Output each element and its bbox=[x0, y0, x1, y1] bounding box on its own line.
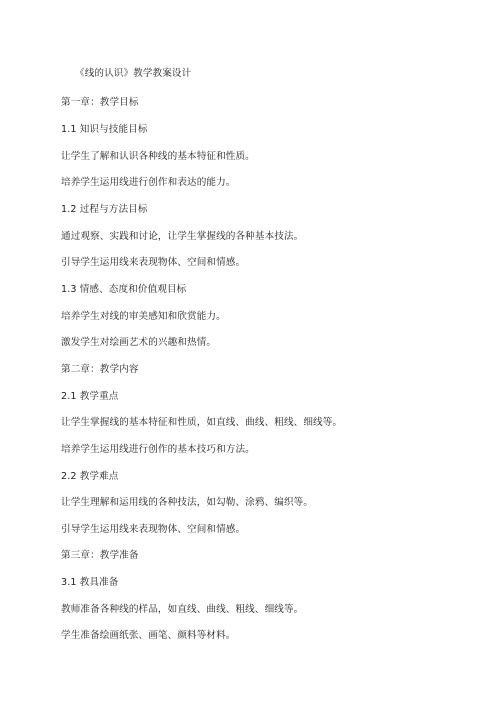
body-text: 让学生了解和认识各种线的基本特征和性质。 bbox=[61, 151, 255, 162]
chapter-heading: 第二章：教学内容 bbox=[61, 364, 139, 375]
body-text: 引导学生运用线来表现物体、空间和情感。 bbox=[61, 257, 246, 268]
section-heading: 3.1 教具准备 bbox=[61, 577, 119, 588]
section-heading: 1.3 情感、态度和价值观目标 bbox=[61, 284, 187, 295]
body-text: 激发学生对绘画艺术的兴趣和热情。 bbox=[61, 337, 217, 348]
section-heading: 1.2 过程与方法目标 bbox=[61, 204, 148, 215]
body-text: 通过观察、实践和讨论，让学生掌握线的各种基本技法。 bbox=[61, 231, 304, 242]
body-text: 培养学生运用线进行创作和表达的能力。 bbox=[61, 177, 236, 188]
body-text: 教师准备各种线的样品，如直线、曲线、粗线、细线等。 bbox=[61, 604, 304, 615]
chapter-heading: 第三章：教学准备 bbox=[61, 550, 139, 561]
body-text: 让学生掌握线的基本特征和性质，如直线、曲线、粗线、细线等。 bbox=[61, 417, 343, 428]
chapter-heading: 第一章：教学目标 bbox=[61, 97, 139, 108]
body-text: 让学生理解和运用线的各种技法，如勾勒、涂鸦、编织等。 bbox=[61, 497, 314, 508]
body-text: 培养学生运用线进行创作的基本技巧和方法。 bbox=[61, 444, 255, 455]
section-heading: 1.1 知识与技能目标 bbox=[61, 124, 148, 135]
body-text: 引导学生运用线来表现物体、空间和情感。 bbox=[61, 524, 246, 535]
section-heading: 2.1 教学重点 bbox=[61, 391, 119, 402]
body-text: 培养学生对线的审美感知和欣赏能力。 bbox=[61, 311, 226, 322]
section-heading: 2.2 教学难点 bbox=[61, 471, 119, 482]
document-title: 《线的认识》教学教案设计 bbox=[75, 68, 192, 79]
body-text: 学生准备绘画纸张、画笔、颜料等材料。 bbox=[61, 630, 236, 641]
